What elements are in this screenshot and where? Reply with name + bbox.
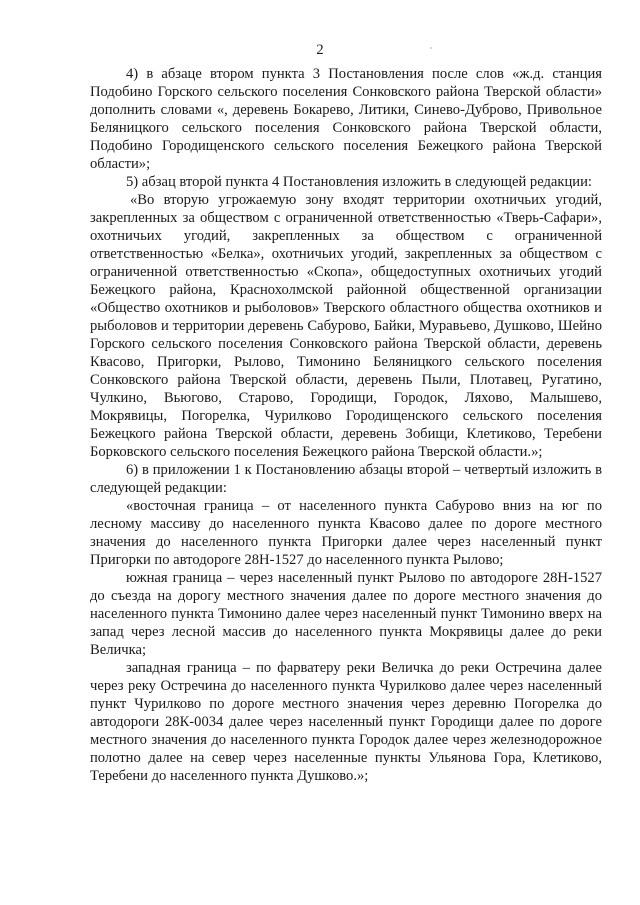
paragraph-second-zone-text: «Во вторую угрожаемую зону входят территории охотничьих угодий, закрепленных за обществом с ограниченной ответственностью «Тверь-Сафари», охотничьих угодий, закрепленных за обществом с ограниченной ответственностью «Белка», охотничьих угодий, закрепленных за обществом с ограниченной ответственностью «Скопа», общедоступных охотничьих угодий Бежецкого района, Краснохолмской районной общественной организации «Общество охотников и рыболовов» Тверского областного общества охотников и рыболовов и территории деревень Сабурово, Байки, Муравьево, Душково, Шейно Горского сельского поселения Сонковского района Тверской области, деревень Квасово, Пригорки, Рылово, Тимонино Беляницкого сельского поселения Сонковского района Тверской области, деревень Пыли, Плотавец, Ругатино, Чулкино, Вьюгово, Старово, Городищи, Городок, Ляхово, Малышево, Мокрявицы, Погорелка, Чурилково Городищенского сельского поселения Бежецкого района Тверской области, деревень Зобищи, Клетиково, Теребени Борковского сельского поселения Бежецкого района Тверской области.»; [90, 192, 602, 460]
page-number: 2 [316, 42, 324, 58]
document-body [90, 65, 602, 785]
paragraph-eastern-border: «восточная граница – от населенного пункта Сабурово вниз на юг по лесному массиву до населенного пункта Квасово далее по дороге местного значения до населенного пункта Пригорки далее через населенный пункт Пригорки по автодороге 28Н-1527 до населенного пункта Рылово; [90, 498, 602, 568]
paragraph-item-5: 5) абзац второй пункта 4 Постановления изложить в следующей редакции: [126, 174, 592, 190]
paragraph-item-4: 4) в абзаце втором пункта 3 Постановления после слов «ж.д. станция Подобино Горского сельского поселения Сонковского района Тверской области» дополнить словами «, деревень Бокарево, Литики, Синево-Дуброво, Привольное Беляницкого сельского поселения Сонковского района Тверской области, Подобино Городищенского сельского поселения Бежецкого района Тверской области»; [90, 66, 602, 172]
paragraph-southern-border: южная граница – через населенный пункт Рылово по автодороге 28Н-1527 до съезда на дорогу местного значения далее по дороге местного значения до населенного пункта Тимонино далее через населенный пункт Тимонино вверх на запад через лесной массив до населенного пункта Мокрявицы далее до реки Величка; [90, 570, 602, 658]
paragraph-western-border: западная граница – по фарватеру реки Величка до реки Остречина далее через реку Остречина до населенного пункта Чурилково далее через населенный пункт Чурилково по дороге местного значения через деревню Погорелка до автодороги 28К-0034 далее через населенный пункт Городищи далее по дороге местного значения до населенного пункта Городок далее через железнодорожное полотно далее на север через населенные пункты Ульянова Гора, Клетиково, Теребени до населенного пункта Душково.»; [90, 660, 602, 784]
paragraph-item-6: 6) в приложении 1 к Постановлению абзацы второй – четвертый изложить в следующей редакции: [90, 462, 602, 496]
scan-speck [430, 47, 432, 49]
